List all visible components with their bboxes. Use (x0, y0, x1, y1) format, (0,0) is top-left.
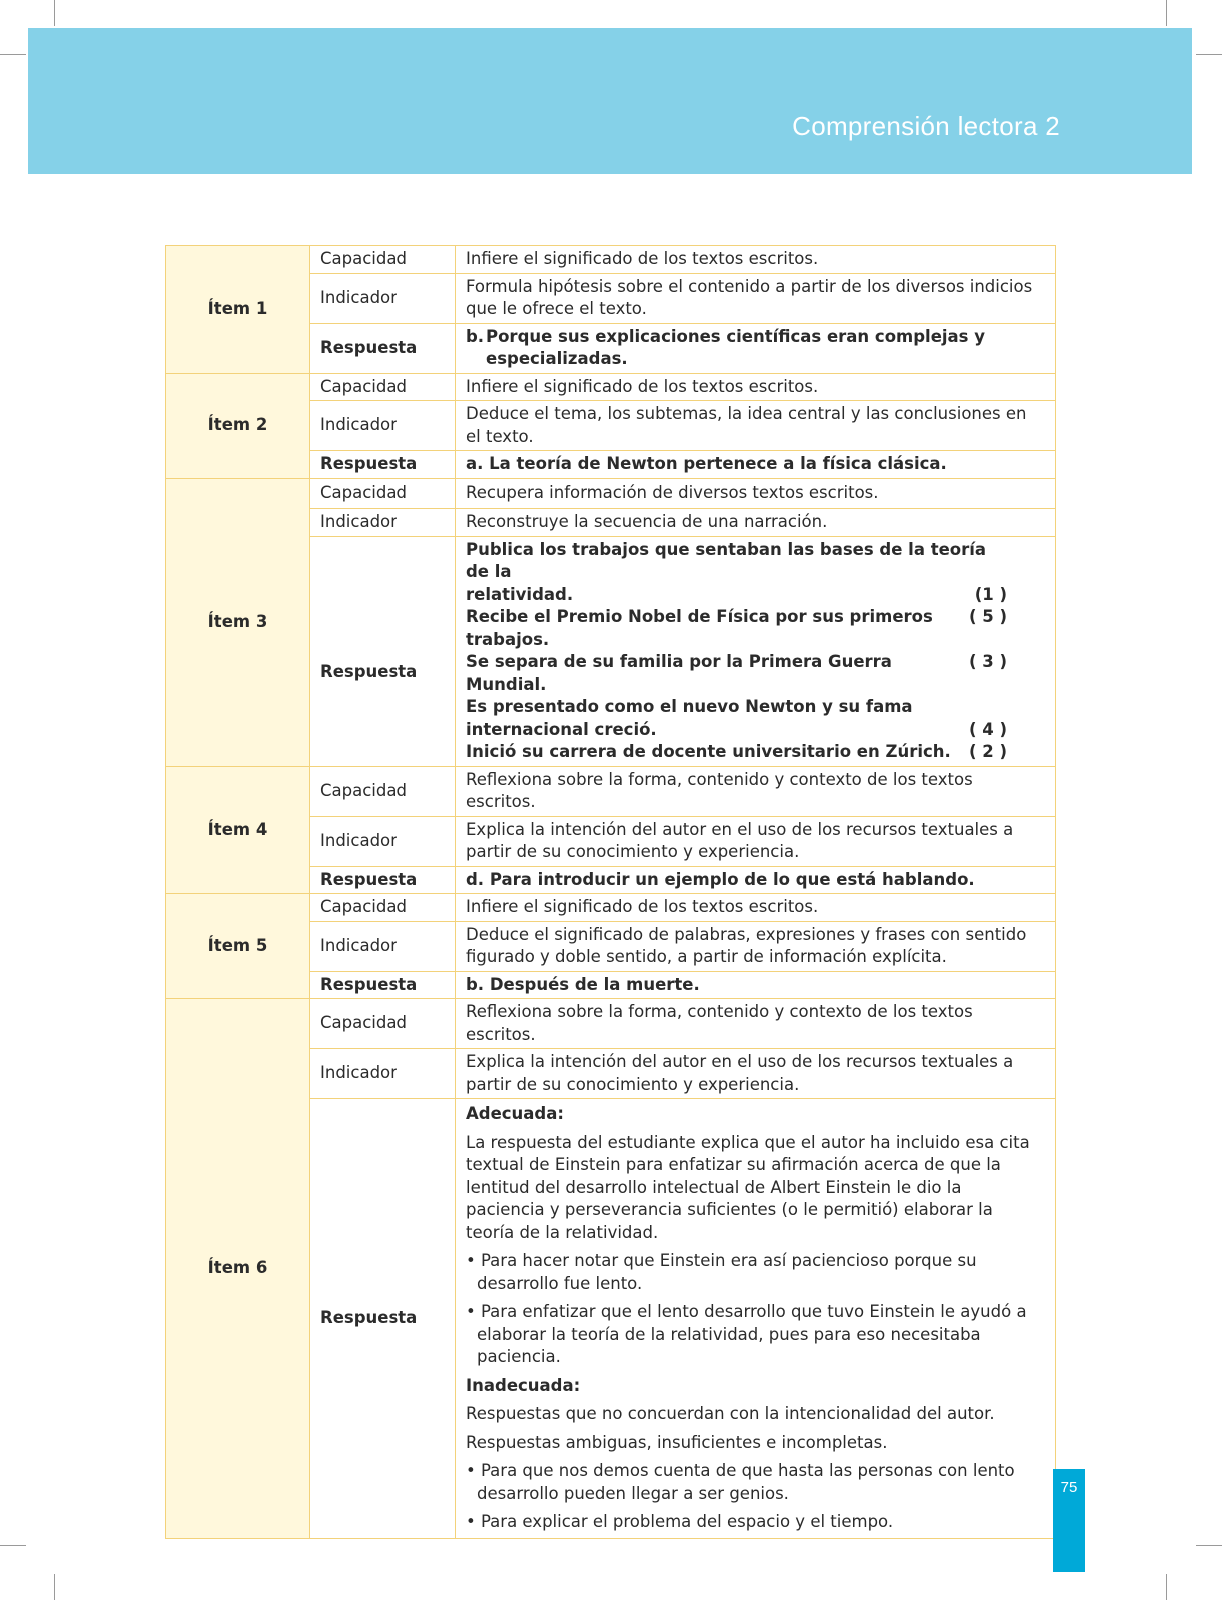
capacidad-text: Reflexiona sobre la forma, contenido y contexto de los textos escritos. (456, 999, 1056, 1049)
capacidad-text: Infiere el significado de los textos escritos. (456, 246, 1056, 274)
indicador-label: Indicador (310, 1049, 456, 1099)
table-row (166, 373, 1056, 401)
inadecuada-bullet: • Para explicar el problema del espacio y el tiempo. (466, 1512, 894, 1531)
respuesta-text: a. La teoría de Newton pertenece a la física clásica. (456, 451, 1056, 479)
rubric-answer (456, 1099, 1056, 1539)
sequence-line (466, 584, 1007, 607)
respuesta-label: Respuesta (310, 451, 456, 479)
sequence-line (466, 606, 1007, 651)
respuesta-label: Respuesta (310, 323, 456, 373)
indicador-label: Indicador (310, 508, 456, 536)
sequence-text: Se separa de su familia por la Primera Guerra Mundial. (466, 652, 892, 694)
indicador-text: Deduce el significado de palabras, expresiones y frases con sentido figurado y doble sentido, a partir de información explícita. (456, 921, 1056, 971)
capacidad-label: Capacidad (310, 999, 456, 1049)
item-label: Ítem 2 (166, 373, 310, 478)
crop-mark (1166, 0, 1167, 26)
crop-mark (1196, 54, 1222, 55)
capacidad-text: Reflexiona sobre la forma, contenido y contexto de los textos escritos. (456, 766, 1056, 816)
item-label: Ítem 5 (166, 894, 310, 999)
inadecuada-line: Respuestas que no concuerdan con la intencionalidad del autor. (466, 1404, 995, 1423)
indicador-text: Explica la intención del autor en el uso de los recursos textuales a partir de su conocimiento y experiencia. (456, 1049, 1056, 1099)
capacidad-label: Capacidad (310, 373, 456, 401)
header-banner (28, 28, 1192, 174)
capacidad-text: Infiere el significado de los textos escritos. (456, 373, 1056, 401)
indicador-text: Explica la intención del autor en el uso de los recursos textuales a partir de su conocimiento y experiencia. (456, 816, 1056, 866)
crop-mark (1196, 1545, 1222, 1546)
page-title: Comprensión lectora 2 (792, 111, 1060, 141)
item-label: Ítem 6 (166, 999, 310, 1539)
crop-mark (1166, 1574, 1167, 1600)
inadecuada-bullet: • Para que nos demos cuenta de que hasta las personas con lento desarrollo pueden llegar a ser genios. (466, 1461, 1015, 1503)
sequence-text: internacional creció. (466, 719, 657, 739)
sequence-text: Recibe el Premio Nobel de Física por sus primeros trabajos. (466, 607, 933, 649)
respuesta-text: d. Para introducir un ejemplo de lo que está hablando. (456, 866, 1056, 894)
respuesta-label: Respuesta (310, 536, 456, 766)
sequence-answer (456, 536, 1056, 766)
capacidad-text: Recupera información de diversos textos escritos. (456, 478, 1056, 508)
respuesta-label: Respuesta (310, 971, 456, 999)
sequence-line (466, 741, 1007, 764)
indicador-text: Reconstruye la secuencia de una narración. (456, 508, 1056, 536)
crop-mark (54, 1574, 55, 1600)
sequence-text: Inició su carrera de docente universitario en Zúrich. (466, 742, 951, 761)
crop-mark (54, 0, 55, 26)
item-label: Ítem 4 (166, 766, 310, 894)
sequence-order: ( 5 ) (968, 607, 1007, 626)
sequence-order: ( 3 ) (968, 652, 1007, 671)
adecuada-bullet: • Para enfatizar que el lento desarrollo que tuvo Einstein le ayudó a elaborar la teoría de la relatividad, pues para eso necesitaba paciencia. (466, 1302, 1027, 1366)
page-number: 75 (1053, 1469, 1085, 1572)
indicador-label: Indicador (310, 273, 456, 323)
sequence-line (466, 719, 1007, 742)
sequence-order: ( 2 ) (968, 742, 1007, 761)
adecuada-text: La respuesta del estudiante explica que el autor ha incluido esa cita textual de Einstein para enfatizar su afirmación acerca de que la lentitud del desarrollo intelectual de Albert Einstein le dio la paciencia y perseverancia suficientes (o le permitió) elaborar la teoría de la relatividad. (466, 1132, 1030, 1242)
adecuada-bullet: • Para hacer notar que Einstein era así paciencioso porque su desarrollo fue lento. (466, 1251, 977, 1293)
table-row (166, 894, 1056, 922)
indicador-label: Indicador (310, 816, 456, 866)
indicador-label: Indicador (310, 921, 456, 971)
sequence-text: relatividad. (466, 584, 574, 604)
respuesta-label: Respuesta (310, 1099, 456, 1539)
sequence-line: Publica los trabajos que sentaban las bases de la teoría de la (466, 539, 987, 581)
table-row (166, 478, 1056, 508)
crop-mark (0, 1545, 26, 1546)
capacidad-label: Capacidad (310, 478, 456, 508)
adecuada-heading: Adecuada: (466, 1104, 564, 1123)
capacidad-label: Capacidad (310, 246, 456, 274)
capacidad-label: Capacidad (310, 766, 456, 816)
indicador-text: Formula hipótesis sobre el contenido a partir de los diversos indicios que le ofrece el texto. (456, 273, 1056, 323)
indicador-label: Indicador (310, 401, 456, 451)
inadecuada-heading: Inadecuada: (466, 1375, 581, 1395)
respuesta-text: b. Después de la muerte. (456, 971, 1056, 999)
crop-mark (0, 54, 26, 55)
sequence-line: Es presentado como el nuevo Newton y su fama (466, 697, 913, 716)
item-label: Ítem 3 (166, 478, 310, 766)
table-row (166, 999, 1056, 1049)
sequence-order: (1 ) (974, 584, 1007, 604)
respuesta-text (456, 323, 1056, 373)
sequence-line (466, 651, 1007, 696)
capacidad-text: Infiere el significado de los textos escritos. (456, 894, 1056, 922)
answer-key-table (165, 245, 1056, 1539)
respuesta-answer: Porque sus explicaciones científicas eran complejas y especializadas. (486, 326, 985, 368)
table-row (166, 246, 1056, 274)
item-label: Ítem 1 (166, 246, 310, 374)
indicador-text: Deduce el tema, los subtemas, la idea central y las conclusiones en el texto. (456, 401, 1056, 451)
sequence-order: ( 4 ) (968, 719, 1007, 739)
respuesta-option: b. (466, 326, 485, 346)
table-row (166, 766, 1056, 816)
inadecuada-line: Respuestas ambiguas, insuficientes e incompletas. (466, 1432, 888, 1452)
capacidad-label: Capacidad (310, 894, 456, 922)
respuesta-label: Respuesta (310, 866, 456, 894)
